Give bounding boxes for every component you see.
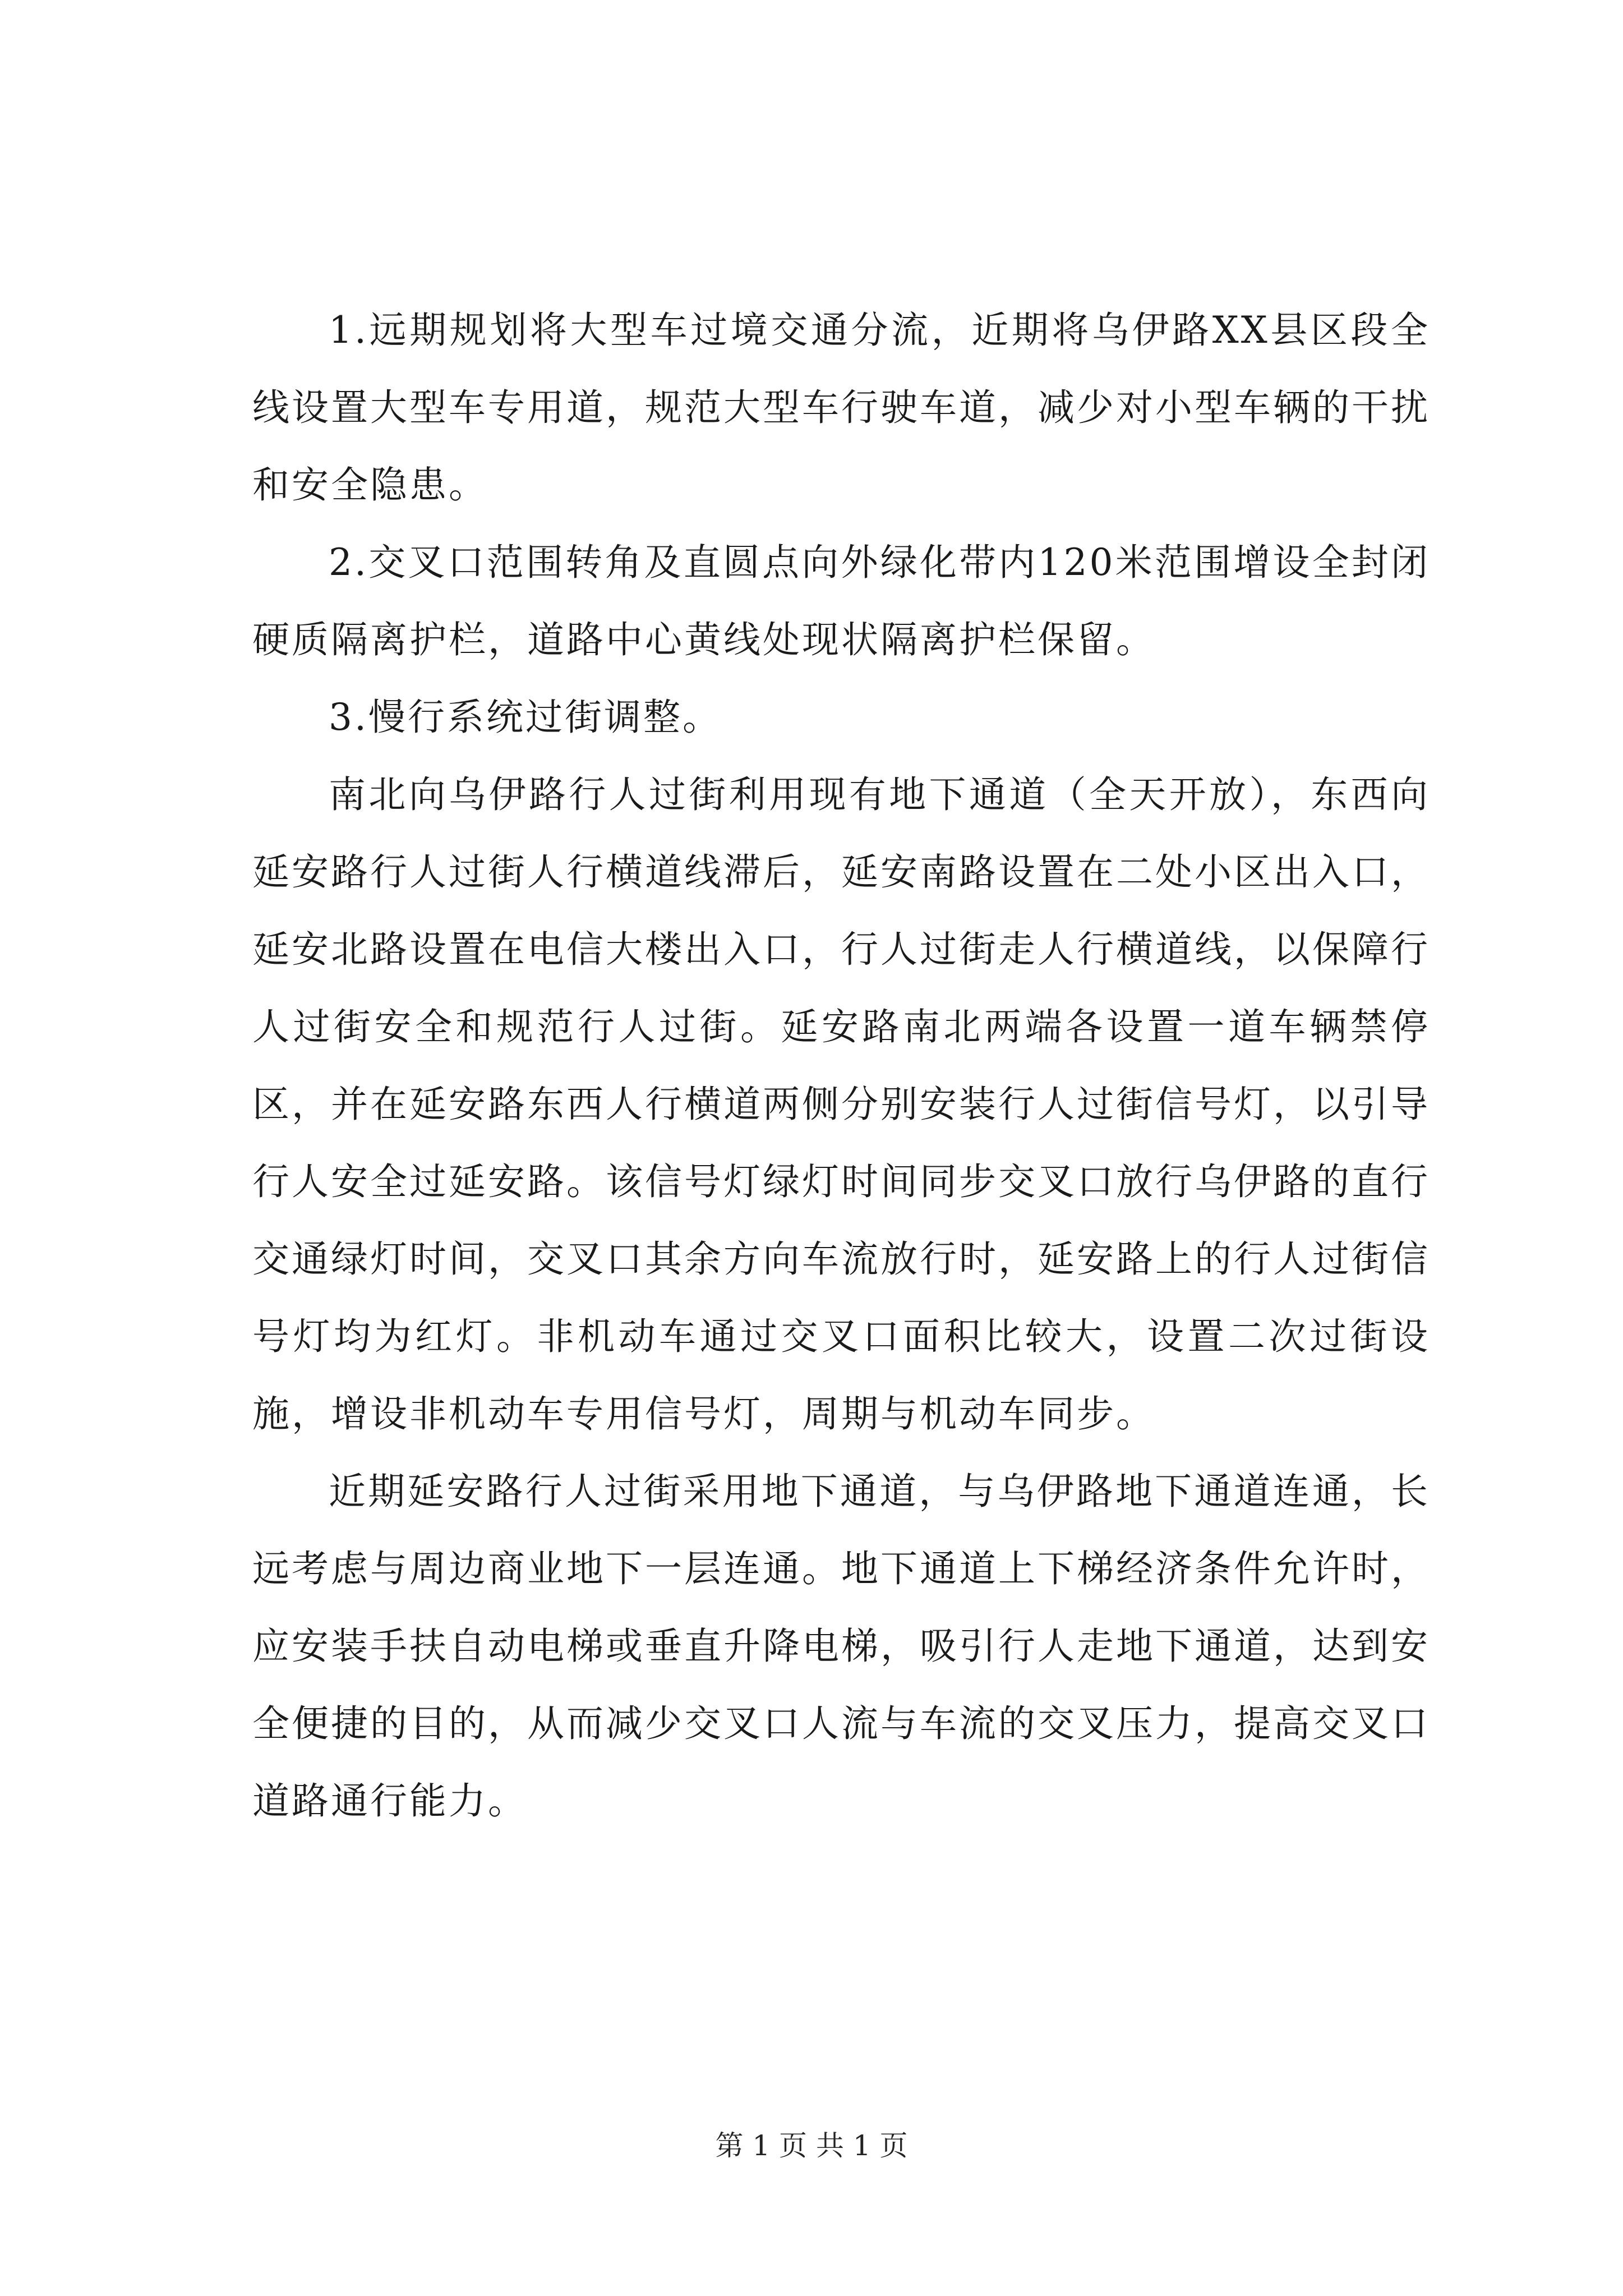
paragraph-5: 近期延安路行人过街采用地下通道，与乌伊路地下通道连通，长远考虑与周边商业地下一层连通。地下通道上下梯经济条件允许时，应安装手扶自动电梯或垂直升降电梯，吸引行人走地下通道，达到安全便捷的目的，从而减少交叉口人流与车流的交叉压力，提高交叉口道路通行能力。 <box>252 1470 1430 1823</box>
paragraph-1: 1.远期规划将大型车过境交通分流，近期将乌伊路XX县区段全线设置大型车专用道，规范大型车行驶车道，减少对小型车辆的干扰和安全隐患。 <box>252 309 1430 507</box>
document-body <box>252 292 1430 1840</box>
paragraph-2: 2.交叉口范围转角及直圆点向外绿化带内120米范围增设全封闭硬质隔离护栏，道路中心黄线处现状隔离护栏保留。 <box>252 541 1430 661</box>
page-footer: 第 1 页 共 1 页 <box>715 2129 908 2162</box>
paragraph-4: 南北向乌伊路行人过街利用现有地下通道（全天开放），东西向延安路行人过街人行横道线滞后，延安南路设置在二处小区出入口，延安北路设置在电信大楼出入口，行人过街走人行横道线，以保障行人过街安全和规范行人过街。延安路南北两端各设置一道车辆禁停区，并在延安路东西人行横道两侧分别安装行人过街信号灯，以引导行人安全过延安路。该信号灯绿灯时间同步交叉口放行乌伊路的直行交通绿灯时间，交叉口其余方向车流放行时，延安路上的行人过街信号灯均为红灯。非机动车通过交叉口面积比较大，设置二次过街设施，增设非机动车专用信号灯，周期与机动车同步。 <box>252 773 1430 1435</box>
paragraph-3: 3.慢行系统过街调整。 <box>329 696 722 739</box>
